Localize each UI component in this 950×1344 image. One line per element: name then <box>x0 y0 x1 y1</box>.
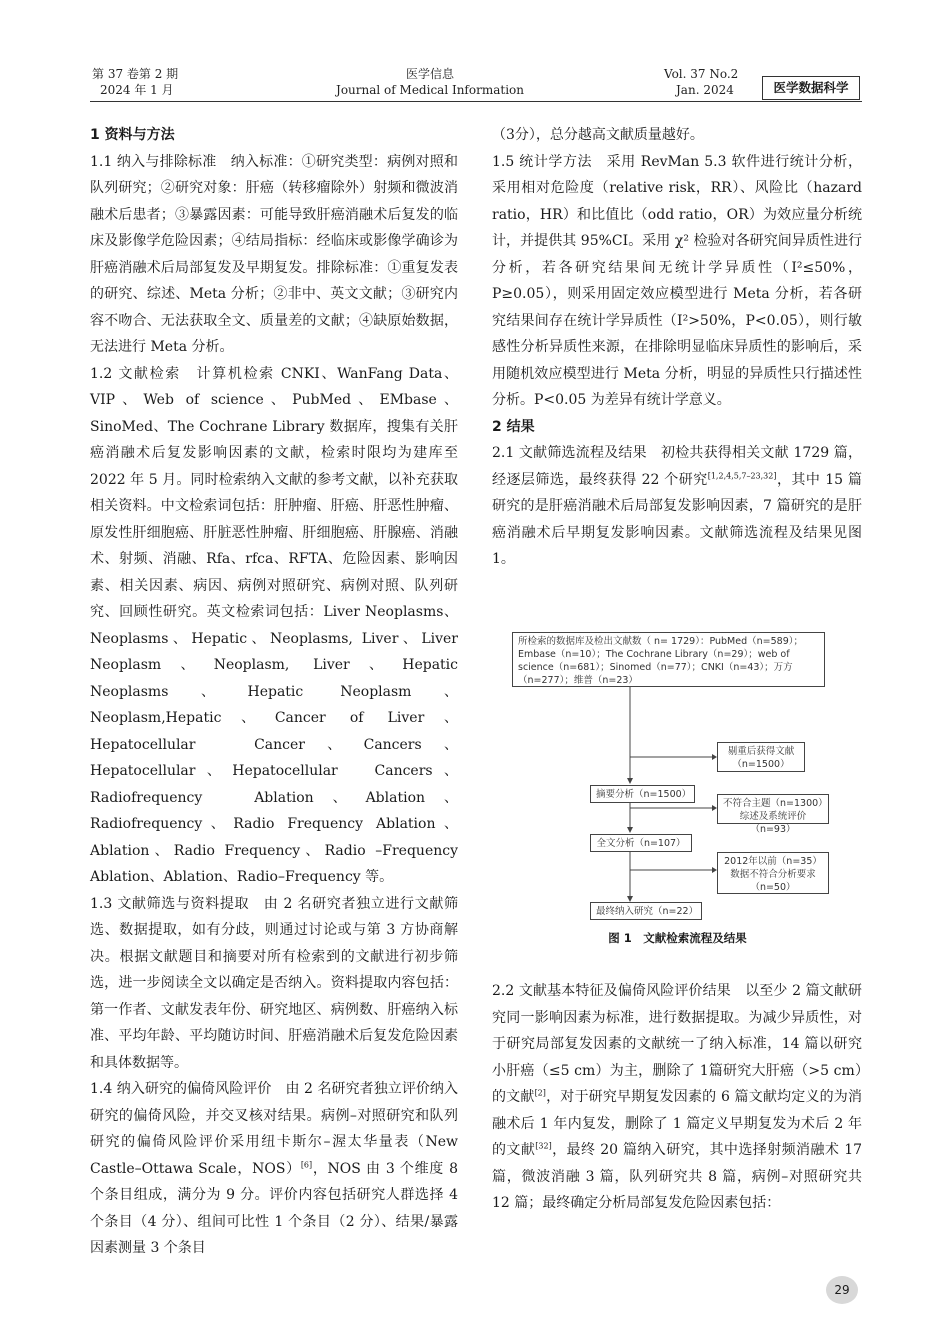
para-bias-risk <box>90 1076 458 1262</box>
flow-box-fulltext: 全文分析（n=107） <box>590 834 692 852</box>
right-column-lower <box>492 978 862 1217</box>
header-journal-cn: 医学信息 <box>405 67 454 81</box>
para-screening: 1.3 文献筛选与资料提取 由 2 名研究者独立进行文献筛选、数据提取，如有分歧，则通过讨论或与第 3 方协商解决。根据文献题目和摘要对所有检索到的文献进行初步筛选，进一步阅读全文以确定是否纳入。资料提取内容包括：第一作者、文献发表年份、研究地区、病例数、肝癌纳入标准、平均年龄、平均随访时间、肝癌消融术后复发危险因素和具体数据等。 <box>90 895 458 1071</box>
header-rule <box>90 101 862 102</box>
characteristics-text-b: ，对于研究早期复发因素的 6 篇文献均定义的为消融术后 1 年内复发，删除了 1 篇定义早期复发为术后 2 年的文献 <box>492 1089 862 1158</box>
flow-box-dedup: 剔重后获得文献（n=1500） <box>717 742 805 772</box>
citation[interactable]: [32] <box>535 1141 552 1151</box>
para-basic-characteristics <box>492 978 862 1217</box>
page-number: 29 <box>826 1276 858 1304</box>
exclusion-off-topic: 不符合主题（n=1300） <box>723 798 828 809</box>
para-inclusion-criteria: 1.1 纳入与排除标准 纳入标准：①研究类型：病例对照和队列研究；②研究对象：肝癌（转移瘤除外）射频和微波消融术后患者；③暴露因素：可能导致肝癌消融术后复发的临床及影像学危险因素；④结局指标：经临床或影像学确诊为肝癌消融术后局部复发及早期复发。排除标准：①重复发表的研究、综述、Meta 分析；②非中、英文文献；③研究内容不吻合、无法获取全文、质量差的文献；④缺原始数据，无法进行 Meta 分析。 <box>90 153 458 355</box>
para-literature-search: 1.2 文献检索 计算机检索 CNKI、WanFang Data、VIP、Web of science、PubMed、EMbase、SinoMed、The Cochrane Library 数据库，搜集有关肝癌消融术后复发影响因素的文献，检索时限均为建库至 2022 年 5 月。同时检索纳入文献的参考文献，以补充获取相关资料。中文检索词包括：肝肿瘤、肝癌、肝恶性肿瘤、原发性肝细胞癌、肝脏恶性肿瘤、肝细胞癌、肝腺癌、消融术、射频、消融、Rfa、rfca、RFTA、危险因素、影响因素、相关因素、病因、病例对照研究、病例对照、队列研究、回顾性研究。英文检索词包括：Liver Neoplasms、Neoplasms、Hepatic、Neoplasms, Liver、Liver Neoplasm、Neoplasm, Liver、Hepatic Neoplasms、Hepatic Neoplasm、Neoplasm,Hepatic、Cancer of Liver、Hepatocellular Cancer、Cancers、Hepatocellular、Hepatocellular Cancers、Radiofrequency Ablation、Ablation、Radiofrequency、Radio Frequency Ablation、Ablation、Radio Frequency、Radio –Frequency Ablation、Ablation、Radio–Frequency 等。 <box>90 365 458 885</box>
header-date-cn: 2024 年 1 月 <box>100 83 174 97</box>
citation[interactable]: [1,2,4,5,7–23,32] <box>707 470 777 480</box>
para-statistics: 1.5 统计学方法 采用 RevMan 5.3 软件进行统计分析，采用相对危险度（relative risk，RR）、风险比（hazard ratio，HR）和比值比（odd ratio，OR）为效应量分析统计，并提供其 95%CI。采用 χ² 检验对各研究间异质性进行分析，若各研究结果间无统计学异质性（I²≤50%，P≥0.05），则采用固定效应模型进行 Meta 分析，若各研究结果间存在统计学异质性（I²>50%，P<0.05），则行敏感性分析异质性来源，在排除明显临床异质性的影响后，采用随机效应模型进行 Meta 分析，明显的异质性只行描述性分析。P<0.05 为差异有统计学意义。 <box>492 153 862 408</box>
right-column <box>492 122 862 573</box>
citation[interactable]: [6] <box>300 1159 313 1169</box>
characteristics-text-c: ，最终 20 篇纳入研究，其中选择射频消融术 17 篇，微波消融 3 篇，队列研究共 8 篇，病例–对照研究共 12 篇；最终确定分析局部复发危险因素包括： <box>492 1142 863 1211</box>
citation[interactable]: [2] <box>534 1088 546 1098</box>
heading-results: 2 结果 <box>492 418 535 435</box>
flow-box-final: 最终纳入研究（n=22） <box>590 902 702 920</box>
header-volume-en: Vol. 37 No.2 <box>664 67 739 81</box>
header-volume-cn: 第 37 卷第 2 期 <box>92 67 179 81</box>
flow-box-search: 所检索的数据库及检出文献数（ n= 1729）：PubMed（n=589）；Embase（n=10）；The Cochrane Library（n=29）；web of science（n=681）；Sinomed（n=77）；CNKI（n=43）；万方（n=277）；维普（n=23） <box>512 632 825 687</box>
para-screening-results <box>492 440 862 573</box>
flowchart-figure <box>505 630 850 920</box>
exclusion-data-mismatch: 数据不符合分析要求（n=50） <box>730 869 816 893</box>
heading-methods: 1 资料与方法 <box>90 127 175 143</box>
flow-box-exclusion-1 <box>717 794 829 835</box>
flow-box-abstract: 摘要分析（n=1500） <box>590 785 695 803</box>
section-tag: 医学数据科学 <box>762 76 860 100</box>
header-date-en: Jan. 2024 <box>676 83 734 97</box>
header-journal-en: Journal of Medical Information <box>336 83 524 97</box>
para-bias-continued: （3分），总分越高文献质量越好。 <box>492 127 704 143</box>
bias-text-b: ，NOS 由 3 个维度 8 个条目组成，满分为 9 分。评价内容包括研究人群选择 4 个条目（4 分）、组间可比性 1 个条目（2 分）、结果/暴露因素测量 3 个条目 <box>90 1160 458 1256</box>
results-text-b: ，其中 15 篇研究的是肝癌消融术后局部复发影响因素，7 篇研究的是肝癌消融术后早期复发影响因素。文献筛选流程及结果见图 1。 <box>492 471 862 567</box>
figure-caption: 图 1 文献检索流程及结果 <box>608 931 747 945</box>
exclusion-reviews: 综述及系统评价（n=93） <box>739 811 807 835</box>
results-text-a: 2.1 文献筛选流程及结果 初检共获得相关文献 1729 篇，经逐层筛选，最终获得 22 个研究 <box>492 445 862 488</box>
left-column <box>90 122 458 1262</box>
exclusion-before-2012: 2012年以前（n=35） <box>724 856 822 867</box>
bias-text-a: 1.4 纳入研究的偏倚风险评价 由 2 名研究者独立评价纳入研究的偏倚风险，并交叉核对结果。病例–对照研究和队列研究的偏倚风险评价采用纽卡斯尔–渥太华量表（New Castle–Ottawa Scale，NOS） <box>90 1081 458 1177</box>
characteristics-text-a: 2.2 文献基本特征及偏倚风险评价结果 以至少 2 篇文献研究同一影响因素为标准，进行数据提取。为减少异质性，对于研究局部复发因素的文献统一了纳入标准，14 篇以研究小肝癌（≤5 cm）为主，删除了 1篇研究大肝癌（>5 cm）的文献 <box>492 983 862 1105</box>
flow-box-exclusion-2 <box>717 852 829 894</box>
